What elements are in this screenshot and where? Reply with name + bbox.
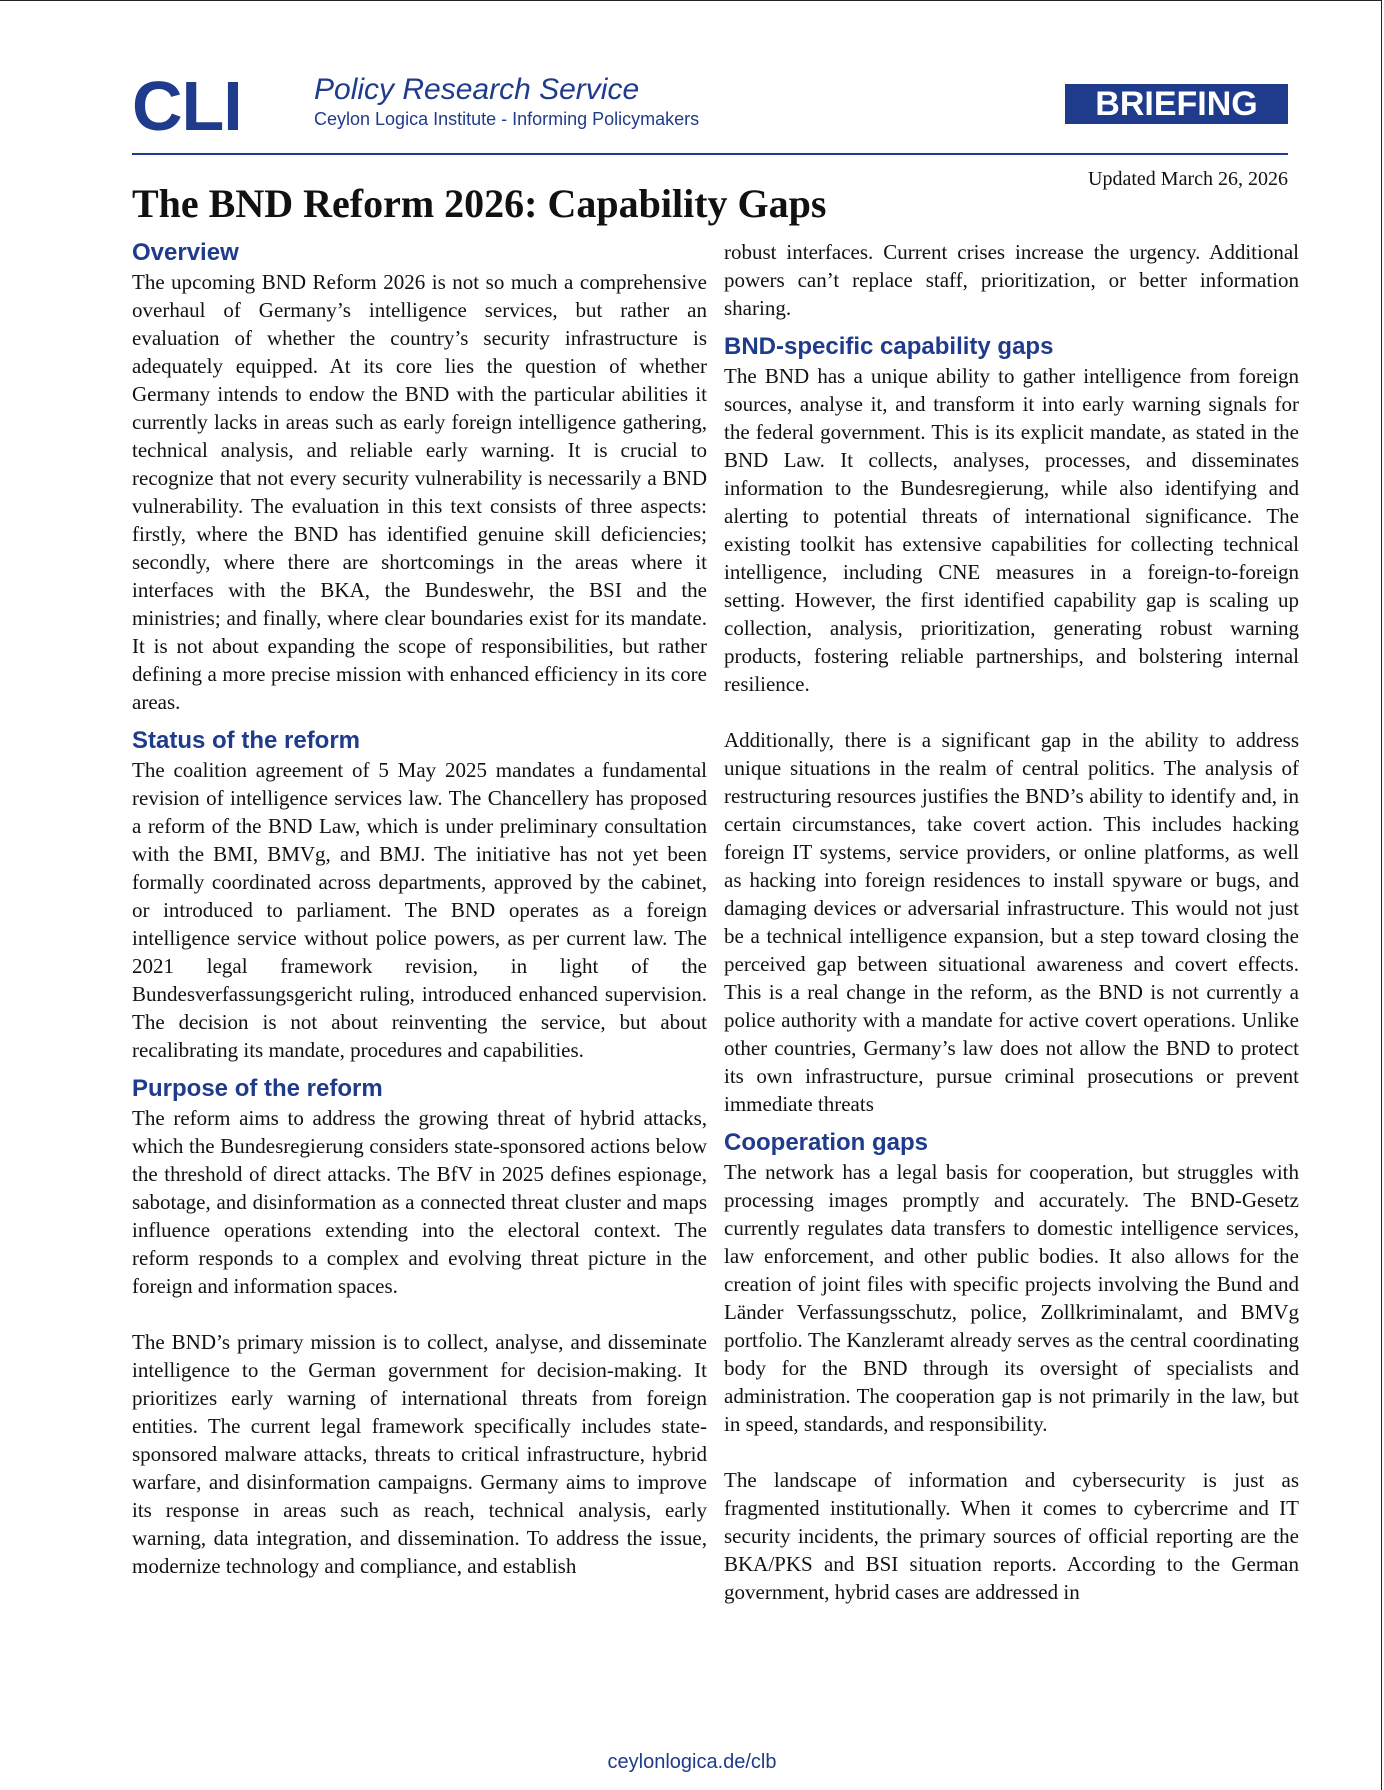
cooperation-heading: Cooperation gaps [724,1129,929,1156]
purpose-paragraph-2: The BND’s primary mission is to collect, analyse, and disseminate intelligence to the German government for decision-making. It prioritizes early warning of international threats from foreign entities. The current legal framework specifically includes state-sponsored malware attacks, threats to critical infrastructure, hybrid warfare, and disinformation campaigns. Germany aims to improve its response in areas such as reach, technical analysis, early warning, data integration, and dissemination. To address the issue, modernize technology and compliance, and establish [132,1330,707,1578]
service-subtitle: Ceylon Logica Institute - Informing Policymakers [314,109,700,129]
status-paragraph: The coalition agreement of 5 May 2025 mandates a fundamental revision of intelligence services law. The Chancellery has proposed a reform of the BND Law, which is under preliminary consultation with the BMI, BMVg, and BMJ. The initiative has not yet been formally coordinated across departments, approved by the cabinet, or introduced to parliament. The BND operates as a foreign intelligence service without police powers, as per current law. The 2021 legal framework revision, in light of the Bundesverfassungsgericht ruling, introduced enhanced supervision. The decision is not about reinventing the service, but about recalibrating its mandate, procedures and capabilities. [132,758,707,1062]
briefing-badge: BRIEFING [1065,84,1288,124]
overview-paragraph: The upcoming BND Reform 2026 is not so much a comprehensive overhaul of Germany’s intelligence services, but rather an evaluation of whether the country’s security infrastructure is adequately equipped. At its core lies the question of whether Germany intends to endow the BND with the particular abilities it currently lacks in areas such as early foreign intelligence gathering, technical analysis, and reliable early warning. It is crucial to recognize that not every security vulnerability is necessarily a BND vulnerability. The evaluation in this text consists of three aspects: firstly, where the BND has identified genuine skill deficiencies; secondly, where there are shortcomings in the areas where it interfaces with the BKA, the Bundeswehr, the BSI and the ministries; and finally, where clear boundaries exist for its mandate. It is not about expanding the scope of responsibilities, but rather defining a more precise mission with enhanced efficiency in its core areas. [132,270,707,714]
service-title: Policy Research Service [314,73,640,106]
purpose-heading: Purpose of the reform [132,1075,383,1102]
cooperation-paragraph-1: The network has a legal basis for cooperation, but struggles with processing images promptly and accurately. The BND-Gesetz currently regulates data transfers to domestic intelligence services, law enforcement, and other public bodies. It also allows for the creation of joint files with specific projects involving the Bund and Länder Verfassungsschutz, police, Zollkriminalamt, and BMVg portfolio. The Kanzleramt already serves as the central coordinating body for the BND through its oversight of specialists and administration. The cooperation gap is not primarily in the law, but in speed, standards, and responsibility. [724,1160,1299,1436]
overview-heading: Overview [132,239,239,266]
footer-link[interactable]: ceylonlogica.de/clb [607,1751,777,1773]
cooperation-paragraph-2: The landscape of information and cybersecurity is just as fragmented institutionally. When it comes to cybercrime and IT security incidents, the primary sources of official reporting are the BKA/PKS and BSI situation reports. According to the German government, hybrid cases are addressed in [724,1468,1299,1604]
cli-logo: CLI [132,67,242,145]
header-divider [132,153,1288,155]
purpose-paragraph-1: The reform aims to address the growing threat of hybrid attacks, which the Bundesregierung considers state-sponsored actions below the threshold of direct attacks. The BfV in 2025 defines espionage, sabotage, and disinformation as a connected threat cluster and maps influence operations extending into the electoral context. The reform responds to a complex and evolving threat picture in the foreign and information spaces. [132,1106,707,1298]
status-heading: Status of the reform [132,727,361,754]
updated-date: Updated March 26, 2026 [1088,168,1288,190]
bnd-gaps-heading: BND-specific capability gaps [724,333,1054,360]
purpose-paragraph-continued: robust interfaces. Current crises increase the urgency. Additional powers can’t replace staff, prioritization, or better information sharing. [724,240,1299,320]
bnd-gaps-paragraph-1: The BND has a unique ability to gather intelligence from foreign sources, analyse it, and transform it into early warning signals for the federal government. This is its explicit mandate, as stated in the BND Law. It collects, analyses, processes, and disseminates information to the Bundesregierung, while also identifying and alerting to potential threats of international significance. The existing toolkit has extensive capabilities for collecting technical intelligence, including CNE measures in a foreign-to-foreign setting. However, the first identified capability gap is scaling up collection, analysis, prioritization, generating robust warning products, fostering reliable partnerships, and bolstering internal resilience. [724,364,1299,696]
right-column [724,238,1299,1606]
left-column [132,238,707,1580]
document-title: The BND Reform 2026: Capability Gaps [132,181,827,226]
bnd-gaps-paragraph-2: Additionally, there is a significant gap in the ability to address unique situations in the realm of central politics. The analysis of restructuring resources justifies the BND’s ability to identify and, in certain circumstances, take covert action. This includes hacking foreign IT systems, service providers, or online platforms, as well as hacking into foreign residences to install spyware or bugs, and damaging devices or adversarial infrastructure. This would not just be a technical intelligence expansion, but a step toward closing the perceived gap between situational awareness and covert effects. This is a real change in the reform, as the BND is not currently a police authority with a mandate for active covert operations. Unlike other countries, Germany’s law does not allow the BND to protect its own infrastructure, pursue criminal prosecutions or prevent immediate threats [724,728,1299,1116]
